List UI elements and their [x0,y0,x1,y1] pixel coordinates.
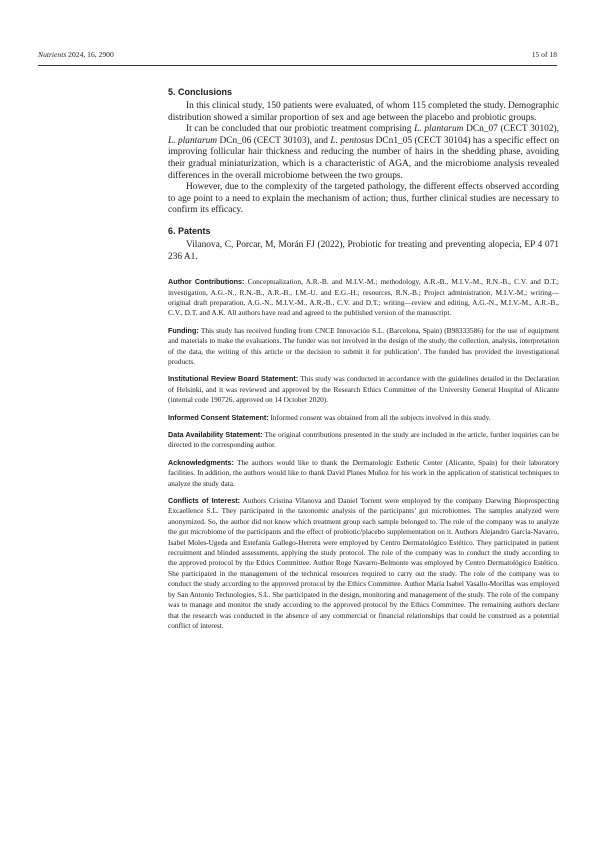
statement-label: Informed Consent Statement: [168,412,269,422]
journal-citation [38,49,114,61]
paragraph: In this clinical study, 150 patients were evaluated, of whom 115 completed the study. Demographic distribution showed a similar proportion of sex and age between the placebo and probiotic groups. [168,101,559,123]
main-content [168,86,559,638]
page-number: 15 of 18 [531,50,557,59]
patents-section [168,225,559,263]
statement-label: Author Contributions: [168,277,245,287]
statement-label: Acknowledgments: [168,457,234,467]
paragraph [168,124,559,182]
statement-text: The original contributions presented in the study are included in the article, further inquiries can be directed to the corresponding author. [168,430,559,450]
species-name: L. plantarum [168,135,218,146]
statement-label: Institutional Review Board Statement: [168,374,299,384]
back-matter [168,277,559,631]
citation-details: 2024, 16, 2900 [66,50,114,59]
text-run: DCn_07 (CECT 30102), [463,124,559,135]
section-heading: 6. Patents [168,225,211,236]
text-run: DCn1_05 (CECT 30104) has a specific effect on improving follicular hair thickness and reducing the number of hairs in the shedding phase, avoiding their gradual miniaturization, which is a characteristic of AGA, and the microbiome analysis revealed differences in the overall microbiome between the two groups. [168,135,560,181]
statement-text: Authors Cristina Vilanova and Daniel Torrent were employed by the company Darwing Bioprospecting Excaellence S.L. They participated in the taxonomic analysis of the participants’ gut microbiomes. The samples analyzed were anonymized. So, the author did not know which treatment group each sample belonged to. The role of the company was to analyze the gut microbiome of the participants and the effect of probiotic/placebo supplementation on it. Authors Alejandro García-Navarro, Isabel Moles-Ugeda and Estefanía Gallego-Herrera were employed by Centro Dermatológico Estético. They participated in patient recruitment and blinded assessments, applying the study protocol. The role of the company was to conduct the study according to the approved protocol by the Ethics Committee. Author Roge Navarro-Belmonte was employed by Centro Dermatológico Estético. She participated in the management of the technical resources required to carry out the study. The role of the company was to conduct the study according to the approved protocol by the Ethics Committee. Author María Isabel Vasallo-Morillas was employed by San Antonio Technologies, S.L. She participated in the design, monitoring and management of the study. The role of the company was to manage and monitor the study according to the approved protocol by the Ethics Committee. The remaining authors declare that the research was conducted in the absence of any commercial or financial relationships that could be construed as a potential conflict of interest. [168,496,559,630]
text-run: It can be concluded that our probiotic treatment comprising [186,124,415,135]
section-heading: 5. Conclusions [168,87,233,97]
statement-text: Informed consent was obtained from all the subjects involved in this study. [268,412,491,422]
acknowledgments [168,458,559,489]
running-header [38,49,557,61]
conflicts-of-interest [168,496,559,631]
species-name: L. pentosus [330,135,374,146]
conclusions-section [168,86,559,217]
statement-text: The authors would like to thank the Dermatologic Esthetic Center (Alicante, Spain) for their laboratory facilities. In addition, the authors would like to thank David Planes Muñoz for his work in the application of statistical techniques to analyze the study data. [168,457,559,488]
species-name: L. plantarum [414,124,464,135]
statement-text: This study has received funding from CNCE Innovación S.L. (Barcelona, Spain) (B98333586) for the use of equipment and materials to make the evaluations. The funder was not involved in the design of the study, the collection, analysis, interpretation of the data, the writing of this article or the decision to submit it for publication’. The funded has provided the investigational products. [168,325,559,366]
statement-text: This study was conducted in accordance with the guidelines detailed in the Declaration of Helsinki, and it was reviewed and approved by the Research Ethics Committee of the University General Hospital of Alicante (internal code 190726, approved on 14 October 2020). [168,374,559,405]
statement-label: Data Availability Statement: [168,430,263,439]
irb-statement [168,374,559,405]
informed-consent-statement [168,413,559,423]
statement-text: Conceptualization, A.R.-B. and M.I.V.-M.; methodology, A.R.-B., M.I.V.-M., R.N.-B., C.V. and D.T.; investigation, A.G.-N., R.N.-B., A.R.-B., I.M.-U. and E.G.-H.; resources, R.N.-B.; Project administration, M.I.V.-M.; writing—original draft preparation, A.G.-N., M.I.V.-M., A.R.-B., C.V. and D.T.; writing—review and editing, A.G.-N., M.I.V.-M., A.R.-B., C.V., D.T. and A.K. All authors have read and agreed to the published version of the manuscript. [168,277,559,318]
author-contributions [168,277,559,319]
data-availability-statement [168,430,559,451]
funding-statement [168,326,559,368]
paragraph: However, due to the complexity of the targeted pathology, the different effects observed according to age point to a need to explain the mechanism of action; thus, further clinical studies are necessary to confirm its efficacy. [168,182,559,216]
header-rule [38,65,557,66]
statement-label: Conflicts of Interest: [168,496,240,506]
statement-label: Funding: [168,325,199,335]
text-run: DCn_06 (CECT 30103), and [217,135,331,146]
journal-name: Nutrients [38,50,67,59]
paragraph: Vilanova, C, Porcar, M, Morán FJ (2022), Probiotic for treating and preventing alopecia, EP 4 071 236 A1. [168,239,559,262]
